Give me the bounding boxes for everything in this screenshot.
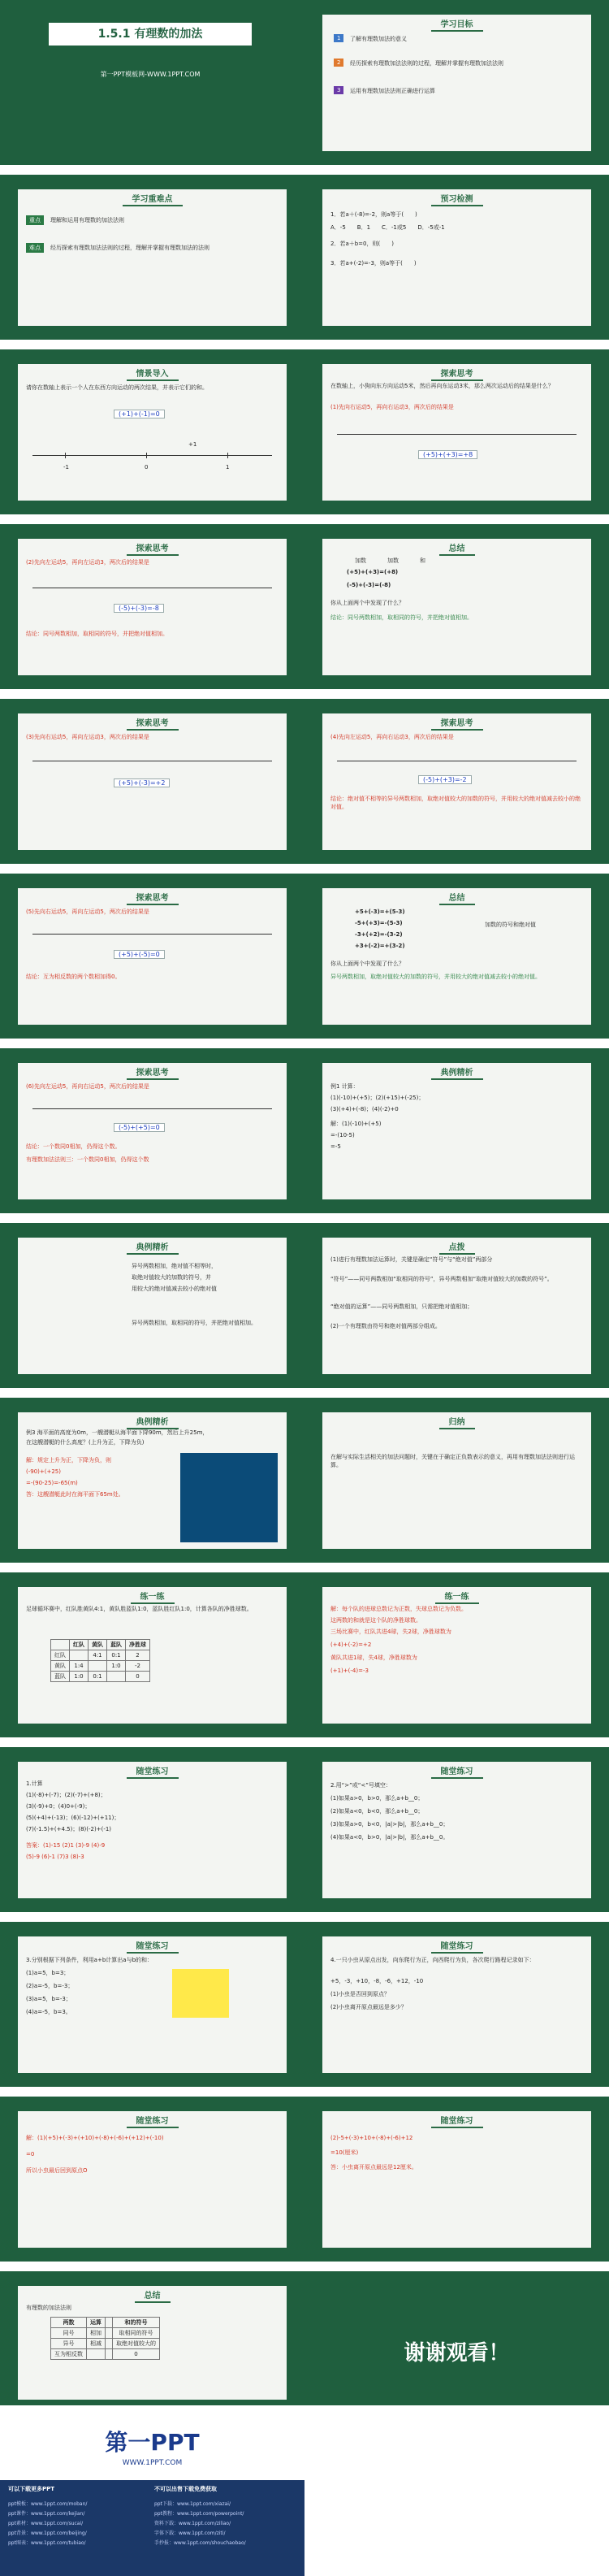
slide-goals[interactable] bbox=[304, 0, 609, 165]
explore5-number-line bbox=[32, 930, 272, 939]
slide-summary-3[interactable] bbox=[0, 2271, 304, 2405]
example1-line-5: =-(10-5) bbox=[330, 1132, 355, 1138]
explore2-panel bbox=[18, 539, 287, 675]
practice4-line-5: (4)如果a<0，b>0，|a|>|b|，那么a+b__0。 bbox=[330, 1834, 449, 1841]
review-line-2: A．-5 B．1 C．-1或5 D．-5或-1 bbox=[330, 224, 445, 231]
slide-practice-8[interactable] bbox=[304, 2097, 609, 2262]
footer-link[interactable]: 手抄报：www.1ppt.com/shouchaobao/ bbox=[154, 2540, 246, 2546]
goal-1-text: 了解有理数加法的意义 bbox=[350, 36, 407, 42]
practice3-line-3: (3)(-9)+0；(4)0+(-9)； bbox=[26, 1803, 91, 1810]
practice3-line-2: (1)(-8)+(-7)；(2)(-7)+(+8)； bbox=[26, 1792, 106, 1798]
example3-line-5: =-(90-25)=-65(m) bbox=[26, 1480, 78, 1486]
example2-panel bbox=[18, 1238, 287, 1374]
practice4-panel bbox=[322, 1762, 591, 1898]
practice8-line-1: (2)-5+(-3)+10+(-8)+(-6)+12 bbox=[330, 2135, 413, 2141]
practice5-line-4: (3)a=5，b=-3； bbox=[26, 1996, 71, 2002]
summary2-answer: 异号两数相加，取绝对值较大的加数的符号，并用较大的绝对值减去较小的绝对值。 bbox=[330, 974, 541, 980]
point-line-1: (1)进行有理数加法运算时，关键是确定“符号”与“绝对值”两部分 bbox=[330, 1256, 493, 1263]
practice6-line-3: (1)小虫是否回到原点？ bbox=[330, 1991, 390, 1997]
explore6-equation: (-5)+(+5)=0 bbox=[114, 1123, 165, 1132]
summary3-text: 有理数的加法法则 bbox=[26, 2305, 71, 2311]
practice3-line-7: (5)-9 (6)-1 (7)3 (8)-3 bbox=[26, 1854, 84, 1860]
summary1-header: 总结 bbox=[439, 540, 475, 556]
summary2-eq-2: -5+(+3)=-(5-3) bbox=[355, 920, 403, 926]
slide-example-3[interactable] bbox=[0, 1398, 304, 1563]
slide-practice-2[interactable] bbox=[304, 1572, 609, 1737]
footer-link[interactable]: ppt图表：www.1ppt.com/tubiao/ bbox=[8, 2540, 86, 2546]
explore3-hint: (3)先向右运动5，再向左运动3，两次后的结果是 bbox=[26, 734, 149, 740]
reflect-header: 归纳 bbox=[439, 1414, 475, 1429]
practice7-panel bbox=[18, 2111, 287, 2248]
practice3-line-4: (5)(+4)+(-13)；(6)(-12)+(+11)； bbox=[26, 1815, 120, 1821]
intro-text: 请你在数轴上表示一个人在东西方向运动的两次结果，并表示它们的和。 bbox=[26, 384, 208, 391]
practice3-line-1: 1.计算 bbox=[26, 1780, 43, 1787]
review-line-1: 1．若a＋(-8)=-2，则a等于( ) bbox=[330, 211, 417, 218]
explore4-conclusion: 结论：绝对值不相等的异号两数相加，取绝对值较大的加数的符号，并用较大的绝对值减去较小的绝对值。 bbox=[330, 796, 581, 810]
practice2-line-3: 三场比赛中，红队共进4球，失2球，净胜球数为 bbox=[330, 1628, 451, 1635]
slide-point[interactable] bbox=[304, 1223, 609, 1388]
slide-review[interactable] bbox=[304, 175, 609, 340]
practice5-header: 随堂练习 bbox=[127, 1938, 179, 1954]
practice7-line-1: 解：(1)(+5)+(-3)+(+10)+(-8)+(-6)+(+12)+(-10) bbox=[26, 2135, 164, 2141]
reflect-text: 在解与实际生活相关的加法问题时，关键在于确定正负数表示的意义，再用有理数加法法则进行运算。 bbox=[330, 1454, 575, 1468]
slide-explore-6[interactable] bbox=[0, 1048, 304, 1213]
slide-practice-1[interactable] bbox=[0, 1572, 304, 1737]
review-header: 预习检测 bbox=[431, 191, 483, 206]
example1-line-6: =-5 bbox=[330, 1143, 341, 1150]
example1-line-3: (3)(+4)+(-8)；(4)(-2)+0 bbox=[330, 1106, 399, 1112]
point-panel bbox=[322, 1238, 591, 1374]
intro-number-line bbox=[32, 452, 272, 460]
practice2-line-5: 黄队共进1球，失4球，净胜球数为 bbox=[330, 1654, 417, 1661]
explore2-conclusion: 结论：同号两数相加，取相同的符号，并把绝对值相加。 bbox=[26, 631, 168, 637]
explore2-hint: (2)先向左运动5，再向左运动3，两次后的结果是 bbox=[26, 559, 149, 566]
key-panel bbox=[18, 189, 287, 326]
goal-2-icon: 2 bbox=[334, 59, 343, 67]
summary1-eq-2: (-5)+(-3)=(-8) bbox=[347, 582, 391, 588]
practice6-header: 随堂练习 bbox=[431, 1938, 483, 1954]
slide-explore-3[interactable] bbox=[0, 699, 304, 864]
intro-tick-1: -1 bbox=[63, 464, 69, 471]
explore3-header: 探索思考 bbox=[127, 715, 179, 731]
practice4-line-3: (2)如果a<0，b<0，那么a+b__0； bbox=[330, 1808, 424, 1815]
example3-line-6: 答：这艘潜艇此时在海平面下65m处。 bbox=[26, 1491, 124, 1498]
explore5-conclusion: 结论：互为相反数的两个数相加得0。 bbox=[26, 974, 121, 980]
example1-line-1: 例1 计算： bbox=[330, 1083, 359, 1090]
summary2-eq-4: +3+(-2)=+(3-2) bbox=[355, 943, 405, 949]
explore1-number-line bbox=[337, 431, 577, 439]
explore1-text: 在数轴上，小狗向东方向运动5米，然后再向东运动3米，那么两次运动后的结果是什么？ bbox=[330, 383, 554, 389]
explore6-note-2: 有理数加法法则三：一个数同0相加，仍得这个数 bbox=[26, 1156, 149, 1163]
explore5-panel bbox=[18, 888, 287, 1025]
submarine-depth-picture bbox=[180, 1453, 278, 1542]
thanks-text: 谢谢观看！ bbox=[404, 2341, 510, 2366]
practice4-line-4: (3)如果a>0，b<0，|a|>|b|，那么a+b__0； bbox=[330, 1821, 449, 1828]
practice3-panel bbox=[18, 1762, 287, 1898]
intro-panel bbox=[18, 364, 287, 501]
slide-explore-1[interactable] bbox=[304, 349, 609, 514]
summary2-eq-3: -3+(+2)=-(3-2) bbox=[355, 931, 403, 938]
example1-line-2: (1)(-10)+(+5)；(2)(+15)+(-25)； bbox=[330, 1095, 425, 1101]
explore6-panel bbox=[18, 1063, 287, 1199]
example3-line-3: 解：规定上升为正，下降为负，则 bbox=[26, 1457, 111, 1464]
example3-line-4: (-90)+(+25) bbox=[26, 1468, 61, 1475]
practice8-header: 随堂练习 bbox=[431, 2113, 483, 2128]
review-panel bbox=[322, 189, 591, 326]
practice4-line-1: 2.用“>”或“<”号填空： bbox=[330, 1782, 391, 1789]
example3-line-2: 在这艘潜艇的什么高度？(上升为正，下降为负) bbox=[26, 1439, 145, 1446]
explore3-panel bbox=[18, 713, 287, 850]
practice5-line-5: (4)a=-5，b=3。 bbox=[26, 2009, 71, 2015]
practice5-panel bbox=[18, 1936, 287, 2073]
explore6-note-1: 结论：一个数同0相加，仍得这个数。 bbox=[26, 1143, 121, 1150]
explore5-hint: (5)先向右运动5，再向左运动5，两次后的结果是 bbox=[26, 909, 149, 915]
example2-line-3: 用较大的绝对值减去较小的绝对值 bbox=[132, 1286, 217, 1292]
summary1-answer: 结论：同号两数相加，取相同的符号，并把绝对值相加。 bbox=[330, 614, 473, 621]
footer-col-2: 不可以出售下载免费获取 bbox=[154, 2486, 217, 2492]
example2-header: 典例精析 bbox=[127, 1239, 179, 1255]
summary2-header: 总结 bbox=[439, 890, 475, 905]
slide-practice-4[interactable] bbox=[304, 1747, 609, 1912]
summary2-note: 加数的符号和绝对值 bbox=[485, 922, 536, 928]
goal-1-icon: 1 bbox=[334, 34, 343, 42]
example1-panel bbox=[322, 1063, 591, 1199]
summary2-question: 你从上面两个中发现了什么？ bbox=[330, 961, 404, 967]
summary2-eq-1: +5+(-3)=+(5-3) bbox=[355, 909, 405, 915]
summary1-label-3: 和 bbox=[420, 557, 425, 564]
footer-link[interactable]: ppt课件：www.1ppt.com/kejian/ bbox=[8, 2511, 85, 2517]
slide-explore-5[interactable] bbox=[0, 874, 304, 1039]
slide-key-points[interactable] bbox=[0, 175, 304, 340]
example2-line-1: 异号两数相加，绝对值不相等时， bbox=[132, 1263, 217, 1269]
footer-link[interactable]: ppt背景：www.1ppt.com/beijing/ bbox=[8, 2530, 87, 2536]
practice3-line-5: (7)(-1.5)+(+4.5)；(8)(-2)+(-1) bbox=[26, 1826, 112, 1832]
explore2-equation: (-5)+(-3)=-8 bbox=[114, 604, 164, 613]
slide-reflect[interactable] bbox=[304, 1398, 609, 1563]
footer-col-1: 可以下载更多PPT bbox=[8, 2486, 55, 2492]
explore1-equation: (+5)+(+3)=+8 bbox=[418, 450, 477, 459]
explore2-header: 探索思考 bbox=[127, 540, 179, 556]
slide-example-2[interactable] bbox=[0, 1223, 304, 1388]
example3-header: 典例精析 bbox=[127, 1414, 179, 1429]
table-row: 红队 4:1 0:1 2 bbox=[51, 1650, 150, 1661]
footer-ad bbox=[0, 2409, 609, 2576]
example2-line-2: 取绝对值较大的加数的符号，并 bbox=[132, 1274, 211, 1281]
practice8-line-3: 答：小虫离开原点最远是12厘米。 bbox=[330, 2164, 417, 2171]
slide-practice-7[interactable] bbox=[0, 2097, 304, 2262]
explore1-panel bbox=[322, 364, 591, 501]
practice5-line-1: 3.分别根据下列条件，利用a+b计算出a与b的和： bbox=[26, 1957, 153, 1963]
practice8-panel bbox=[322, 2111, 591, 2248]
example1-header: 典例精析 bbox=[431, 1065, 483, 1080]
practice6-line-4: (2)小虫离开原点最远是多少？ bbox=[330, 2004, 407, 2010]
example3-panel bbox=[18, 1412, 287, 1549]
table-row: 异号 相减 取绝对值较大的 bbox=[51, 2339, 160, 2349]
practice2-panel bbox=[322, 1587, 591, 1724]
practice2-line-6: (+1)+(-4)=-3 bbox=[330, 1667, 369, 1674]
practice1-header: 练一练 bbox=[131, 1589, 175, 1604]
slide-explore-4[interactable] bbox=[304, 699, 609, 864]
key-text-2: 经历探索有理数加法法则的过程，理解并掌握有理数加法的法则 bbox=[50, 245, 209, 251]
intro-equation: (+1)+(-1)=0 bbox=[114, 410, 165, 418]
explore5-header: 探索思考 bbox=[127, 890, 179, 905]
goal-2-text: 经历探索有理数加法法则的过程，理解并掌握有理数加法法则 bbox=[350, 60, 503, 67]
table-row: 蓝队 1:0 0:1 0 bbox=[51, 1672, 150, 1682]
practice8-line-2: =10(厘米) bbox=[330, 2149, 359, 2156]
practice3-header: 随堂练习 bbox=[127, 1763, 179, 1779]
practice4-header: 随堂练习 bbox=[431, 1763, 483, 1779]
intro-header: 情景导入 bbox=[127, 366, 179, 381]
point-line-2: “符号”——同号两数相加“取相同的符号”，异号两数相加“取绝对值较大的加数的符号”。 bbox=[330, 1276, 553, 1282]
table-row: 同号 相加 取相同的符号 bbox=[51, 2328, 160, 2339]
summary3-header: 总结 bbox=[135, 2288, 171, 2303]
slide-practice-5[interactable] bbox=[0, 1922, 304, 2087]
explore2-number-line bbox=[32, 584, 272, 592]
explore3-number-line bbox=[32, 757, 272, 765]
point-line-4: (2)一个有理数由符号和绝对值两部分组成。 bbox=[330, 1323, 441, 1329]
summary1-eq-1: (+5)+(+3)=(+8) bbox=[347, 569, 399, 575]
cover-subtitle: 第一PPT模板网-WWW.1PPT.COM bbox=[100, 71, 201, 78]
goal-3-icon: 3 bbox=[334, 86, 343, 94]
practice2-line-2: 这两数的和就是这个队的净胜球数。 bbox=[330, 1617, 421, 1624]
example1-line-4: 解：(1)(-10)+(+5) bbox=[330, 1121, 382, 1127]
explore3-equation: (+5)+(-3)=+2 bbox=[114, 778, 170, 787]
table-row: 黄队 1:4 1:0 -2 bbox=[51, 1661, 150, 1672]
explore6-hint: (6)先向左运动5，再向右运动5，两次后的结果是 bbox=[26, 1083, 149, 1090]
footer-url[interactable]: WWW.1PPT.COM bbox=[122, 2459, 183, 2467]
practice5-line-2: (1)a=5，b=3； bbox=[26, 1970, 70, 1976]
footer-link[interactable]: ppt下载：www.1ppt.com/xiazai/ bbox=[154, 2501, 231, 2507]
footer-link[interactable]: 字体下载：www.1ppt.com/ziti/ bbox=[154, 2530, 226, 2536]
intro-tick-4: 1 bbox=[226, 464, 230, 471]
summary3-panel bbox=[18, 2286, 287, 2400]
slide-cover[interactable] bbox=[0, 0, 304, 165]
practice2-line-4: (+4)+(-2)=+2 bbox=[330, 1641, 372, 1648]
reflect-panel bbox=[322, 1412, 591, 1549]
goal-3-text: 运用有理数加法法则正确进行运算 bbox=[350, 88, 435, 94]
practice4-line-2: (1)如果a>0，b>0，那么a+b__0； bbox=[330, 1795, 424, 1802]
explore4-hint: (4)先向左运动5，再向右运动3，两次后的结果是 bbox=[330, 734, 454, 740]
example2-note: 异号两数相加，取相同的符号，并把绝对值相加。 bbox=[132, 1320, 257, 1326]
key-header: 学习重难点 bbox=[123, 191, 183, 206]
footer-link[interactable]: 资料下载：www.1ppt.com/ziliao/ bbox=[154, 2521, 231, 2526]
summary1-label-1: 加数 bbox=[355, 557, 366, 564]
practice3-line-6: 答案：(1)-15 (2)1 (3)-9 (4)-9 bbox=[26, 1842, 106, 1849]
practice2-header: 练一练 bbox=[435, 1589, 479, 1604]
explore4-header: 探索思考 bbox=[431, 715, 483, 731]
footer-links-box bbox=[0, 2480, 304, 2576]
summary1-panel bbox=[322, 539, 591, 675]
explore4-number-line bbox=[337, 757, 577, 765]
practice2-line-1: 解：每个队的进球总数记为正数，失球总数记为负数。 bbox=[330, 1606, 467, 1612]
slide-explore-2[interactable] bbox=[0, 524, 304, 689]
explore4-equation: (-5)+(+3)=-2 bbox=[418, 775, 472, 784]
review-line-3: 2．若a＋b=0，则( ) bbox=[330, 241, 394, 247]
practice6-panel bbox=[322, 1936, 591, 2073]
footer-link[interactable]: ppt教程：www.1ppt.com/powerpoint/ bbox=[154, 2511, 244, 2517]
point-header: 点拨 bbox=[439, 1239, 475, 1255]
point-line-3: “绝对值的运算”——同号两数相加，只需把绝对值相加； bbox=[330, 1303, 473, 1310]
intro-tick-2: 0 bbox=[145, 464, 149, 471]
practice7-line-2: =0 bbox=[26, 2151, 35, 2158]
footer-link[interactable]: ppt模板：www.1ppt.com/moban/ bbox=[8, 2501, 88, 2507]
explore6-number-line bbox=[32, 1105, 272, 1113]
summary3-table: 两数 运算 和的符号 同号 相加 取相同的符号 异号 相减 取绝对值较大的 互为相反数 0 bbox=[50, 2317, 160, 2360]
slide-practice-6[interactable] bbox=[304, 1922, 609, 2087]
practice6-line-1: 4.一只小虫从原点出发，向东爬行为正，向西爬行为负，各次爬行路程记录如下： bbox=[330, 1957, 535, 1963]
practice1-panel bbox=[18, 1587, 287, 1724]
key-text-1: 理解和运用有理数的加法法则 bbox=[50, 217, 124, 223]
review-line-4: 3．若a+(-2)=-3，则a等于( ) bbox=[330, 260, 417, 267]
explore1-hint: (1)先向右运动5，再向右运动3，两次后的结果是 bbox=[330, 404, 454, 410]
slide-example-1[interactable] bbox=[304, 1048, 609, 1213]
footer-logo: 第一PPT bbox=[105, 2429, 200, 2456]
example3-line-1: 例3 海平面的高度为0m，一艘潜艇从海平面下降90m，然后上升25m， bbox=[26, 1429, 209, 1436]
answer-highlight-box bbox=[172, 1969, 229, 2018]
table-row: 互为相反数 0 bbox=[51, 2349, 160, 2360]
slide-thanks[interactable] bbox=[304, 2271, 609, 2405]
key-label-2: 难点 bbox=[26, 243, 44, 253]
footer-link[interactable]: ppt素材：www.1ppt.com/sucai/ bbox=[8, 2521, 84, 2526]
slide-summary-2[interactable] bbox=[304, 874, 609, 1039]
explore6-header: 探索思考 bbox=[127, 1065, 179, 1080]
practice5-line-3: (2)a=-5，b=-3； bbox=[26, 1983, 74, 1989]
practice7-header: 随堂练习 bbox=[127, 2113, 179, 2128]
summary1-question: 你从上面两个中发现了什么？ bbox=[330, 600, 404, 606]
practice7-line-3: 所以小虫最后回到原点O bbox=[26, 2167, 88, 2174]
practice6-line-2: +5，-3，+10，-8，-6，+12，-10 bbox=[330, 1978, 424, 1984]
explore4-panel bbox=[322, 713, 591, 850]
practice1-text: 足球循环赛中，红队胜黄队4:1，黄队胜蓝队1:0，蓝队胜红队1:0，计算各队的净胜球数。 bbox=[26, 1606, 253, 1612]
summary2-panel bbox=[322, 888, 591, 1025]
key-label-1: 重点 bbox=[26, 215, 44, 225]
slide-practice-3[interactable] bbox=[0, 1747, 304, 1912]
slide-intro[interactable] bbox=[0, 349, 304, 514]
goals-panel bbox=[322, 15, 591, 151]
cover-title: 1.5.1 有理数的加法 bbox=[49, 23, 252, 46]
summary1-label-2: 加数 bbox=[387, 557, 399, 564]
practice1-table: 红队 黄队 蓝队 净胜球 红队 4:1 0:1 2 黄队 1:4 1:0 -2 蓝队 1:0 0:1 0 bbox=[50, 1639, 150, 1682]
goals-header: 学习目标 bbox=[431, 16, 483, 32]
explore5-equation: (+5)+(-5)=0 bbox=[114, 950, 165, 959]
slide-summary-1[interactable] bbox=[304, 524, 609, 689]
intro-tick-3: +1 bbox=[188, 441, 197, 448]
explore1-header: 探索思考 bbox=[431, 366, 483, 381]
